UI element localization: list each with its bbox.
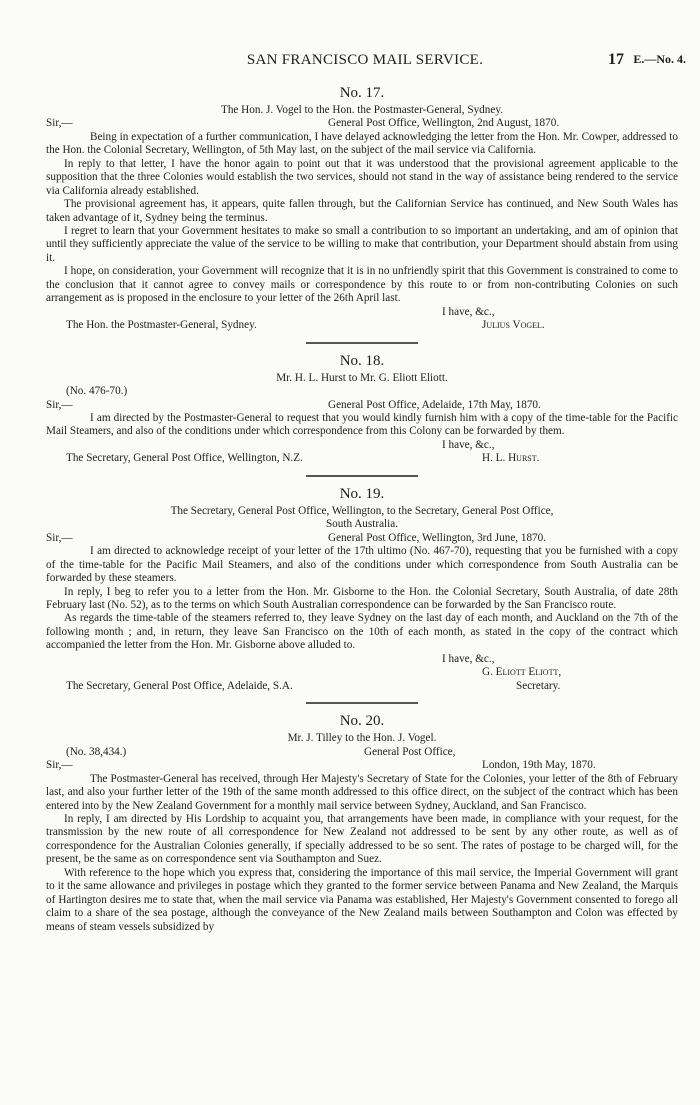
letter-19	[46, 485, 678, 693]
signature: G. Eliott Eliott,	[482, 666, 562, 679]
letter-heading: Mr. H. L. Hurst to Mr. G. Eliott Eliott.	[276, 371, 448, 384]
paragraph: In reply, I beg to refer you to a letter from the Hon. Mr. Gisborne to the Hon. the Colonial Secretary, South Australia, of date 28th February last (No. 52), as to the terms on which South Australian correspondence can be forwarded by the San Francisco route.	[46, 585, 678, 611]
paragraph: Being in expectation of a further communication, I have delayed acknowledging the letter from the Hon. Mr. Cowper, addressed to the Hon. the Colonial Secretary, Wellington, of 5th May last, on the subject of the mail service via California.	[46, 130, 678, 157]
letter-18	[46, 352, 678, 466]
section-divider	[306, 475, 418, 477]
letter-20	[46, 712, 678, 934]
letter-number: No. 17.	[339, 85, 385, 101]
place-date: General Post Office, Wellington, 2nd August, 1870.	[328, 117, 560, 130]
salutation-row	[46, 399, 678, 413]
place-date: General Post Office, Adelaide, 17th May, 1870.	[328, 398, 541, 411]
letter-reference: (No. 476-70.)	[66, 385, 128, 398]
letter-heading: The Hon. J. Vogel to the Hon. the Postmaster-General, Sydney.	[220, 104, 503, 116]
salutation: Sir,—	[46, 117, 73, 130]
paragraph: I am directed to acknowledge receipt of your letter of the 17th ultimo (No. 467-70), requesting that you be furnished with a copy of the time-table for the Pacific Mail Steamers, and also of the conditions under which correspondence from South Australia can be forwarded by these steamers.	[46, 545, 678, 585]
paragraph: As regards the time-table of the steamers referred to, they leave Sydney on the last day of each month, and Auckland on the 7th of the following month ; and, in return, they leave San Francisco on the 10th of each month, as stated in the copy of the contract which accompanied the letter from the Hon. Mr. Gisborne above alluded to.	[46, 612, 678, 652]
letter-heading-line2: South Australia.	[325, 518, 399, 531]
place-line2: London, 19th May, 1870.	[482, 759, 596, 772]
signer-title: Secretary.	[516, 679, 561, 692]
salutation-row	[46, 759, 678, 773]
closing: I have, &c.,	[442, 438, 495, 451]
addressee: The Secretary, General Post Office, Adelaide, S.A.	[66, 679, 293, 692]
signature: H. L. Hurst.	[482, 452, 540, 465]
letters	[46, 84, 678, 934]
closing: I have, &c.,	[442, 305, 495, 318]
letter-reference: (No. 38,434.)	[66, 745, 127, 758]
letter-heading: Mr. J. Tilley to the Hon. J. Vogel.	[287, 732, 437, 745]
paragraph: In reply, I am directed by His Lordship to acquaint you, that arrangements have been made, in compliance with your request, for the transmission by the new route of all correspondence for New Zealand not addressed to be sent by any other route, as well as of correspondence for the Australian Colonies generally, if specially addressed to be so sent. The rates of postage to be charged will, for the present, be the same as on correspondence sent via Southampton and Suez.	[46, 813, 678, 866]
paragraph: With reference to the hope which you express that, considering the importance of this mail service, the Imperial Government will grant to it the same allowance and privileges in postage which they granted to the former service between Panama and New Zealand, the Marquis of Hartington desires me to state that, when the mail service via Panama was established, Her Majesty's Government consented to forego all claim to a share of the sea postage, although the conveyance of the New Zealand mails between Southampton and Colon was effected by means of steam vessels subsidized by	[46, 866, 678, 933]
letter-number: No. 18.	[339, 352, 385, 369]
paragraph: I am directed by the Postmaster-General to request that you would kindly furnish him with a copy of the time-table for the Pacific Mail Steamers, and also of the conditions under which correspondence from this Colony can be forwarded by them.	[46, 412, 678, 438]
letter-number: No. 19.	[339, 485, 385, 502]
letter-number: No. 20.	[339, 713, 385, 730]
letter-17	[46, 84, 678, 333]
place-date: General Post Office, Wellington, 3rd June, 1870.	[328, 531, 547, 544]
running-head-title: SAN FRANCISCO MAIL SERVICE.	[246, 52, 484, 68]
place-line1: General Post Office,	[364, 745, 456, 758]
running-head	[0, 51, 700, 71]
salutation: Sir,—	[46, 398, 73, 411]
closing: I have, &c.,	[442, 652, 495, 665]
paragraph: In reply to that letter, I have the honor again to point out that it was understood that the provisional agreement applicable to the supposition that the three Colonies would establish the two services, should not stand in the way of assistance being rendered to the service via California already established.	[46, 157, 678, 197]
addressee: The Secretary, General Post Office, Wellington, N.Z.	[66, 452, 303, 465]
salutation-row	[46, 532, 678, 546]
section-divider	[306, 342, 418, 344]
paper-reference: E.—No. 4.	[633, 52, 686, 66]
signature: Julius Vogel.	[482, 319, 545, 332]
paragraph: I hope, on consideration, your Government will recognize that it is in no unfriendly spirit that this Government is constrained to come to the conclusion that it cannot agree to convey mails or correspondence by this route to or from non-contributing Colonies on such arrangement as is proposed in the enclosure to your letter of the 26th April last.	[46, 265, 678, 305]
paragraph: I regret to learn that your Government hesitates to make so small a contribution to so important an undertaking, and am of opinion that until they sufficiently appreciate the value of the service to be willing to make that contribution, your Department should abstain from using it.	[46, 225, 678, 264]
addressee: The Hon. the Postmaster-General, Sydney.	[66, 319, 257, 332]
page-number: 17	[608, 51, 624, 68]
paragraph: The Postmaster-General has received, through Her Majesty's Secretary of State for the Colonies, your letter of the 8th of February last, and also your further letter of the 19th of the same month addressed to this office direct, on the subject of the contract which has been entered into by the New Zealand Government for a monthly mail service between Sydney, Auckland, and San Francisco.	[46, 772, 678, 812]
paragraph: The provisional agreement has, it appears, quite fallen through, but the Californian Service has continued, and New South Wales has taken advantage of it, Sydney being the terminus.	[46, 198, 678, 224]
section-divider	[306, 702, 418, 704]
salutation: Sir,—	[46, 759, 73, 772]
letter-heading-line1: The Secretary, General Post Office, Wellington, to the Secretary, General Post Office,	[170, 504, 554, 517]
salutation: Sir,—	[46, 531, 73, 544]
salutation-row	[46, 117, 678, 131]
